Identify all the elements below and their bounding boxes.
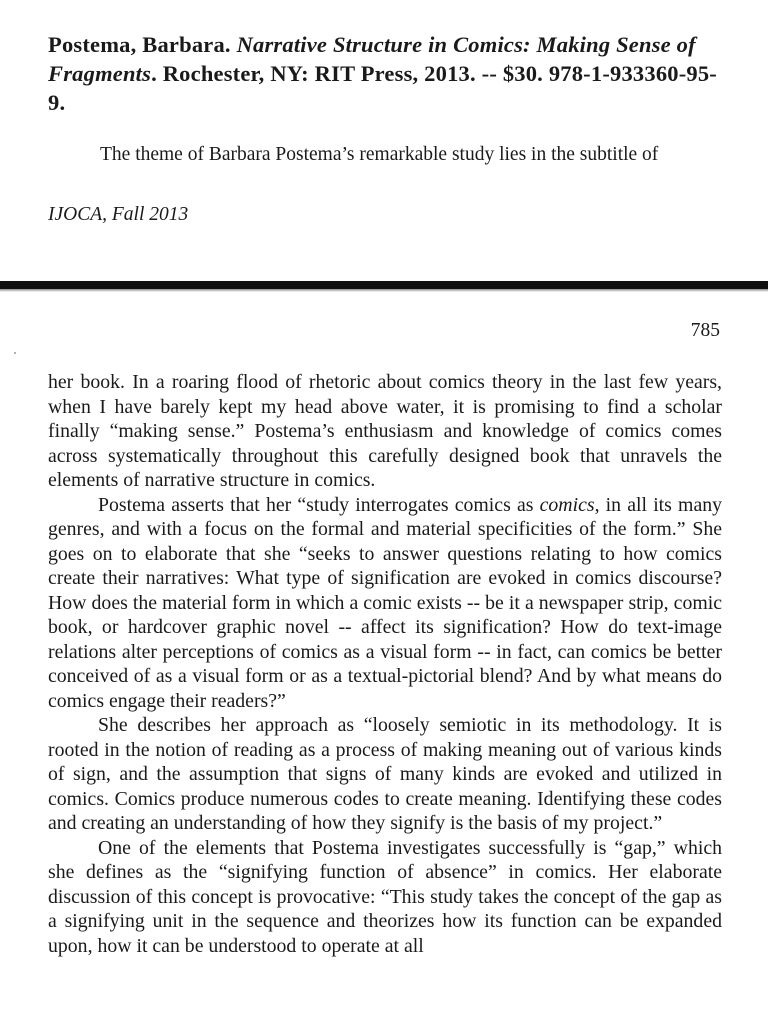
paragraph-1: her book. In a roaring flood of rhetoric about comics theory in the last few years, when I have barely kept my head above water, it is promising to find a scholar finally “making sense.” Postema’s enthusiasm and knowledge of comics comes across systematically throughout this carefully designed book that unravels the elements of narrative structure in comics. [48, 371, 722, 491]
citation-author: Postema, Barbara. [48, 32, 231, 57]
intro-line: The theme of Barbara Postema’s remarkable study lies in the subtitle of [100, 144, 659, 165]
paragraph-3: She describes her approach as “loosely semiotic in its methodology. It is rooted in the notion of reading as a process of making meaning out of various kinds of sign, and the assumption that signs of many kinds are evoked and utilized in comics. Comics produce numerous codes to create meaning. Identifying these codes and creating an understanding of how they signify is the basis of my project.” [48, 714, 722, 834]
page-divider [0, 281, 768, 289]
book-citation [48, 30, 728, 117]
paragraph-2 [48, 493, 722, 714]
page-divider-shadow [0, 289, 768, 292]
journal-footer: IJOCA, Fall 2013 [48, 204, 189, 225]
previous-page-bottom [0, 0, 768, 282]
review-body [48, 370, 722, 958]
page-number: 785 [690, 320, 720, 341]
margin-speck [14, 352, 16, 354]
citation-title: Narrative Structure in Comics: Making Sense of Fragments [48, 32, 696, 86]
citation-publication: . Rochester, NY: RIT Press, 2013. -- $30. 978-1-933360-95-9. [48, 61, 718, 115]
paragraph-2-before: Postema asserts that her “study interrogates comics as [98, 493, 540, 516]
paragraph-4: One of the elements that Postema investigates successfully is “gap,” which she defines as the “signifying function of absence” in comics. Her elaborate discussion of this concept is provocative: “This study takes the concept of the gap as a signifying unit in the sequence and theorizes how its function can be expanded upon, how it can be understood to operate at all [48, 836, 722, 957]
paragraph-2-after: , in all its many genres, and with a focus on the formal and material specificities of the form.” She goes on to elaborate that she “seeks to answer questions relating to how comics create their narratives: What type of signification are evoked in comics discourse? How does the material form in which a comic exists -- be it a newspaper strip, comic book, or hardcover graphic novel -- affect its signification? How do text-image relations alter perceptions of comics as a visual form -- in fact, can comics be better conceived of as a visual form or as a textual-pictorial blend? And by what means do comics engage their readers?” [48, 493, 723, 712]
paragraph-2-emphasis: comics [539, 493, 595, 516]
